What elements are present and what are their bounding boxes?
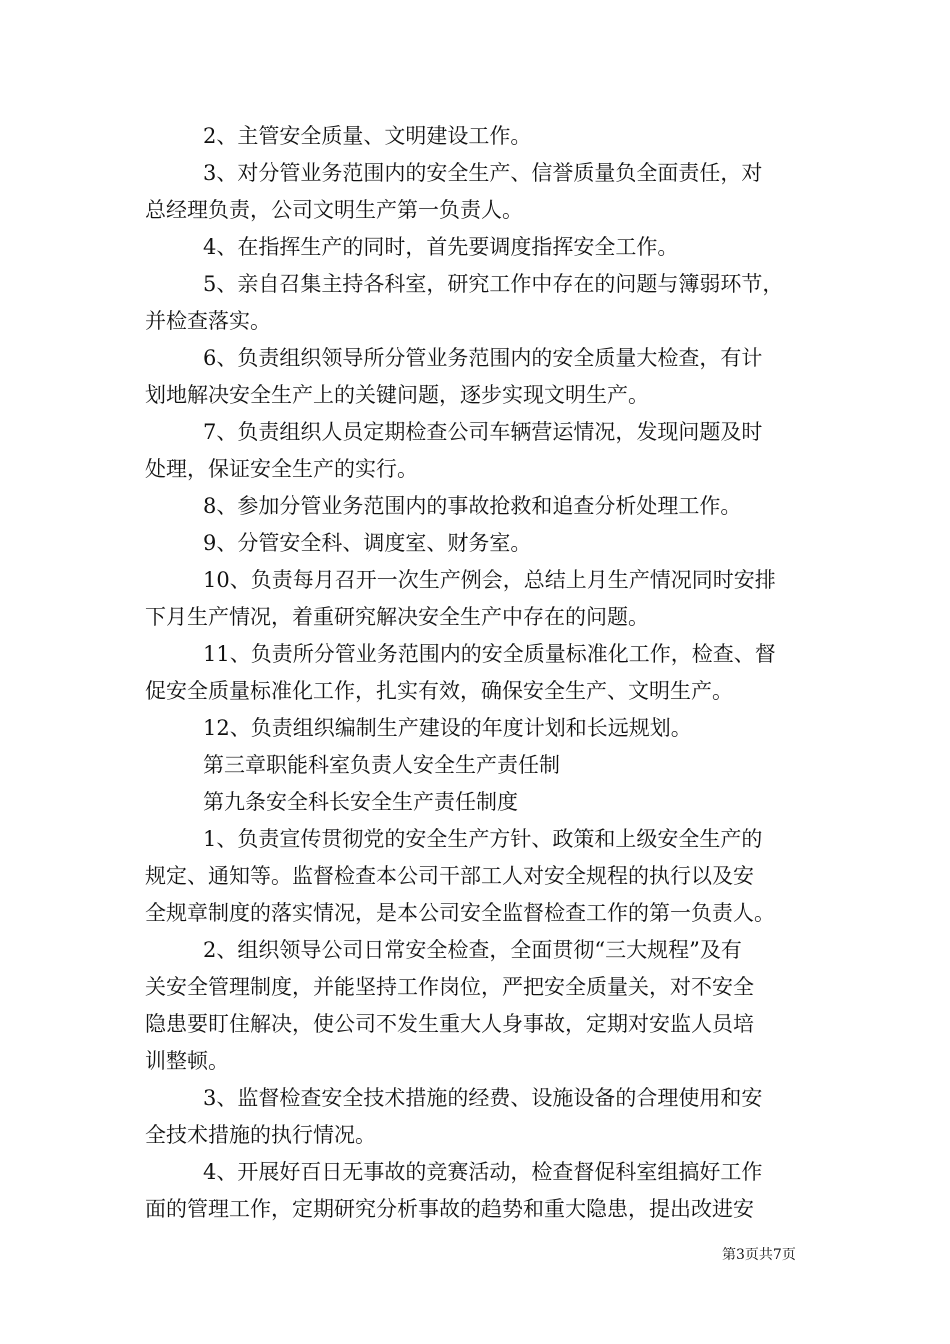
- text-line: 并检查落实。: [145, 309, 271, 333]
- paragraph: [145, 636, 813, 710]
- paragraph: [145, 932, 813, 1080]
- text-line: 总经理负责，公司文明生产第一负责人。: [145, 198, 523, 222]
- text-line: 全技术措施的执行情况。: [145, 1123, 376, 1147]
- text-line: 划地解决安全生产上的关键问题，逐步实现文明生产。: [145, 383, 649, 407]
- text-line: 3、对分管业务范围内的安全生产、信誉质量负全面责任，对: [203, 161, 763, 185]
- paragraph: [145, 710, 813, 747]
- paragraph: [145, 1080, 813, 1154]
- paragraph: [145, 821, 813, 932]
- paragraph: [145, 784, 813, 821]
- text-line: 促安全质量标准化工作，扎实有效，确保安全生产、文明生产。: [145, 679, 733, 703]
- paragraph: [145, 488, 813, 525]
- text-line: 4、开展好百日无事故的竞赛活动，检查督促科室组搞好工作: [203, 1160, 763, 1184]
- paragraph: [145, 562, 813, 636]
- text-line: 7、负责组织人员定期检查公司车辆营运情况，发现问题及时: [203, 420, 763, 444]
- text-line: 2、主管安全质量、文明建设工作。: [203, 124, 532, 148]
- text-line: 训整顿。: [145, 1049, 229, 1073]
- text-line: 关安全管理制度，并能坚持工作岗位，严把安全质量关，对不安全: [145, 975, 754, 999]
- text-line: 1、负责宣传贯彻党的安全生产方针、政策和上级安全生产的: [203, 827, 763, 851]
- paragraph: [145, 747, 813, 784]
- text-line: 9、分管安全科、调度室、财务室。: [203, 531, 532, 555]
- text-line: 4、在指挥生产的同时，首先要调度指挥安全工作。: [203, 235, 679, 259]
- text-line: 8、参加分管业务范围内的事故抢救和追查分析处理工作。: [203, 494, 742, 518]
- text-line: 处理，保证安全生产的实行。: [145, 457, 418, 481]
- paragraph: [145, 118, 813, 155]
- paragraph: [145, 414, 813, 488]
- text-line: 11、负责所分管业务范围内的安全质量标准化工作，检查、督: [203, 642, 776, 666]
- text-line: 第九条安全科长安全生产责任制度: [203, 790, 518, 814]
- text-line: 3、监督检查安全技术措施的经费、设施设备的合理使用和安: [203, 1086, 763, 1110]
- paragraph: [145, 155, 813, 229]
- text-line: 2、组织领导公司日常安全检查，全面贯彻“三大规程”及有: [203, 938, 742, 962]
- text-line: 规定、通知等。监督检查本公司干部工人对安全规程的执行以及安: [145, 864, 754, 888]
- paragraph: [145, 340, 813, 414]
- text-line: 12、负责组织编制生产建设的年度计划和长远规划。: [203, 716, 692, 740]
- document-body: [145, 118, 813, 1228]
- text-line: 下月生产情况，着重研究解决安全生产中存在的问题。: [145, 605, 649, 629]
- text-line: 第三章职能科室负责人安全生产责任制: [203, 753, 560, 777]
- text-line: 10、负责每月召开一次生产例会，总结上月生产情况同时安排: [203, 568, 776, 592]
- text-line: 面的管理工作，定期研究分析事故的趋势和重大隐患，提出改进安: [145, 1197, 754, 1221]
- page-footer: 第3页共7页: [722, 1247, 796, 1263]
- paragraph: [145, 1154, 813, 1228]
- paragraph: [145, 525, 813, 562]
- text-line: 5、亲自召集主持各科室，研究工作中存在的问题与簿弱环节，: [203, 272, 784, 296]
- text-line: 隐患要盯住解决，使公司不发生重大人身事故，定期对安监人员培: [145, 1012, 754, 1036]
- paragraph: [145, 229, 813, 266]
- text-line: 6、负责组织领导所分管业务范围内的安全质量大检查，有计: [203, 346, 763, 370]
- paragraph: [145, 266, 813, 340]
- text-line: 全规章制度的落实情况，是本公司安全监督检查工作的第一负责人。: [145, 901, 775, 925]
